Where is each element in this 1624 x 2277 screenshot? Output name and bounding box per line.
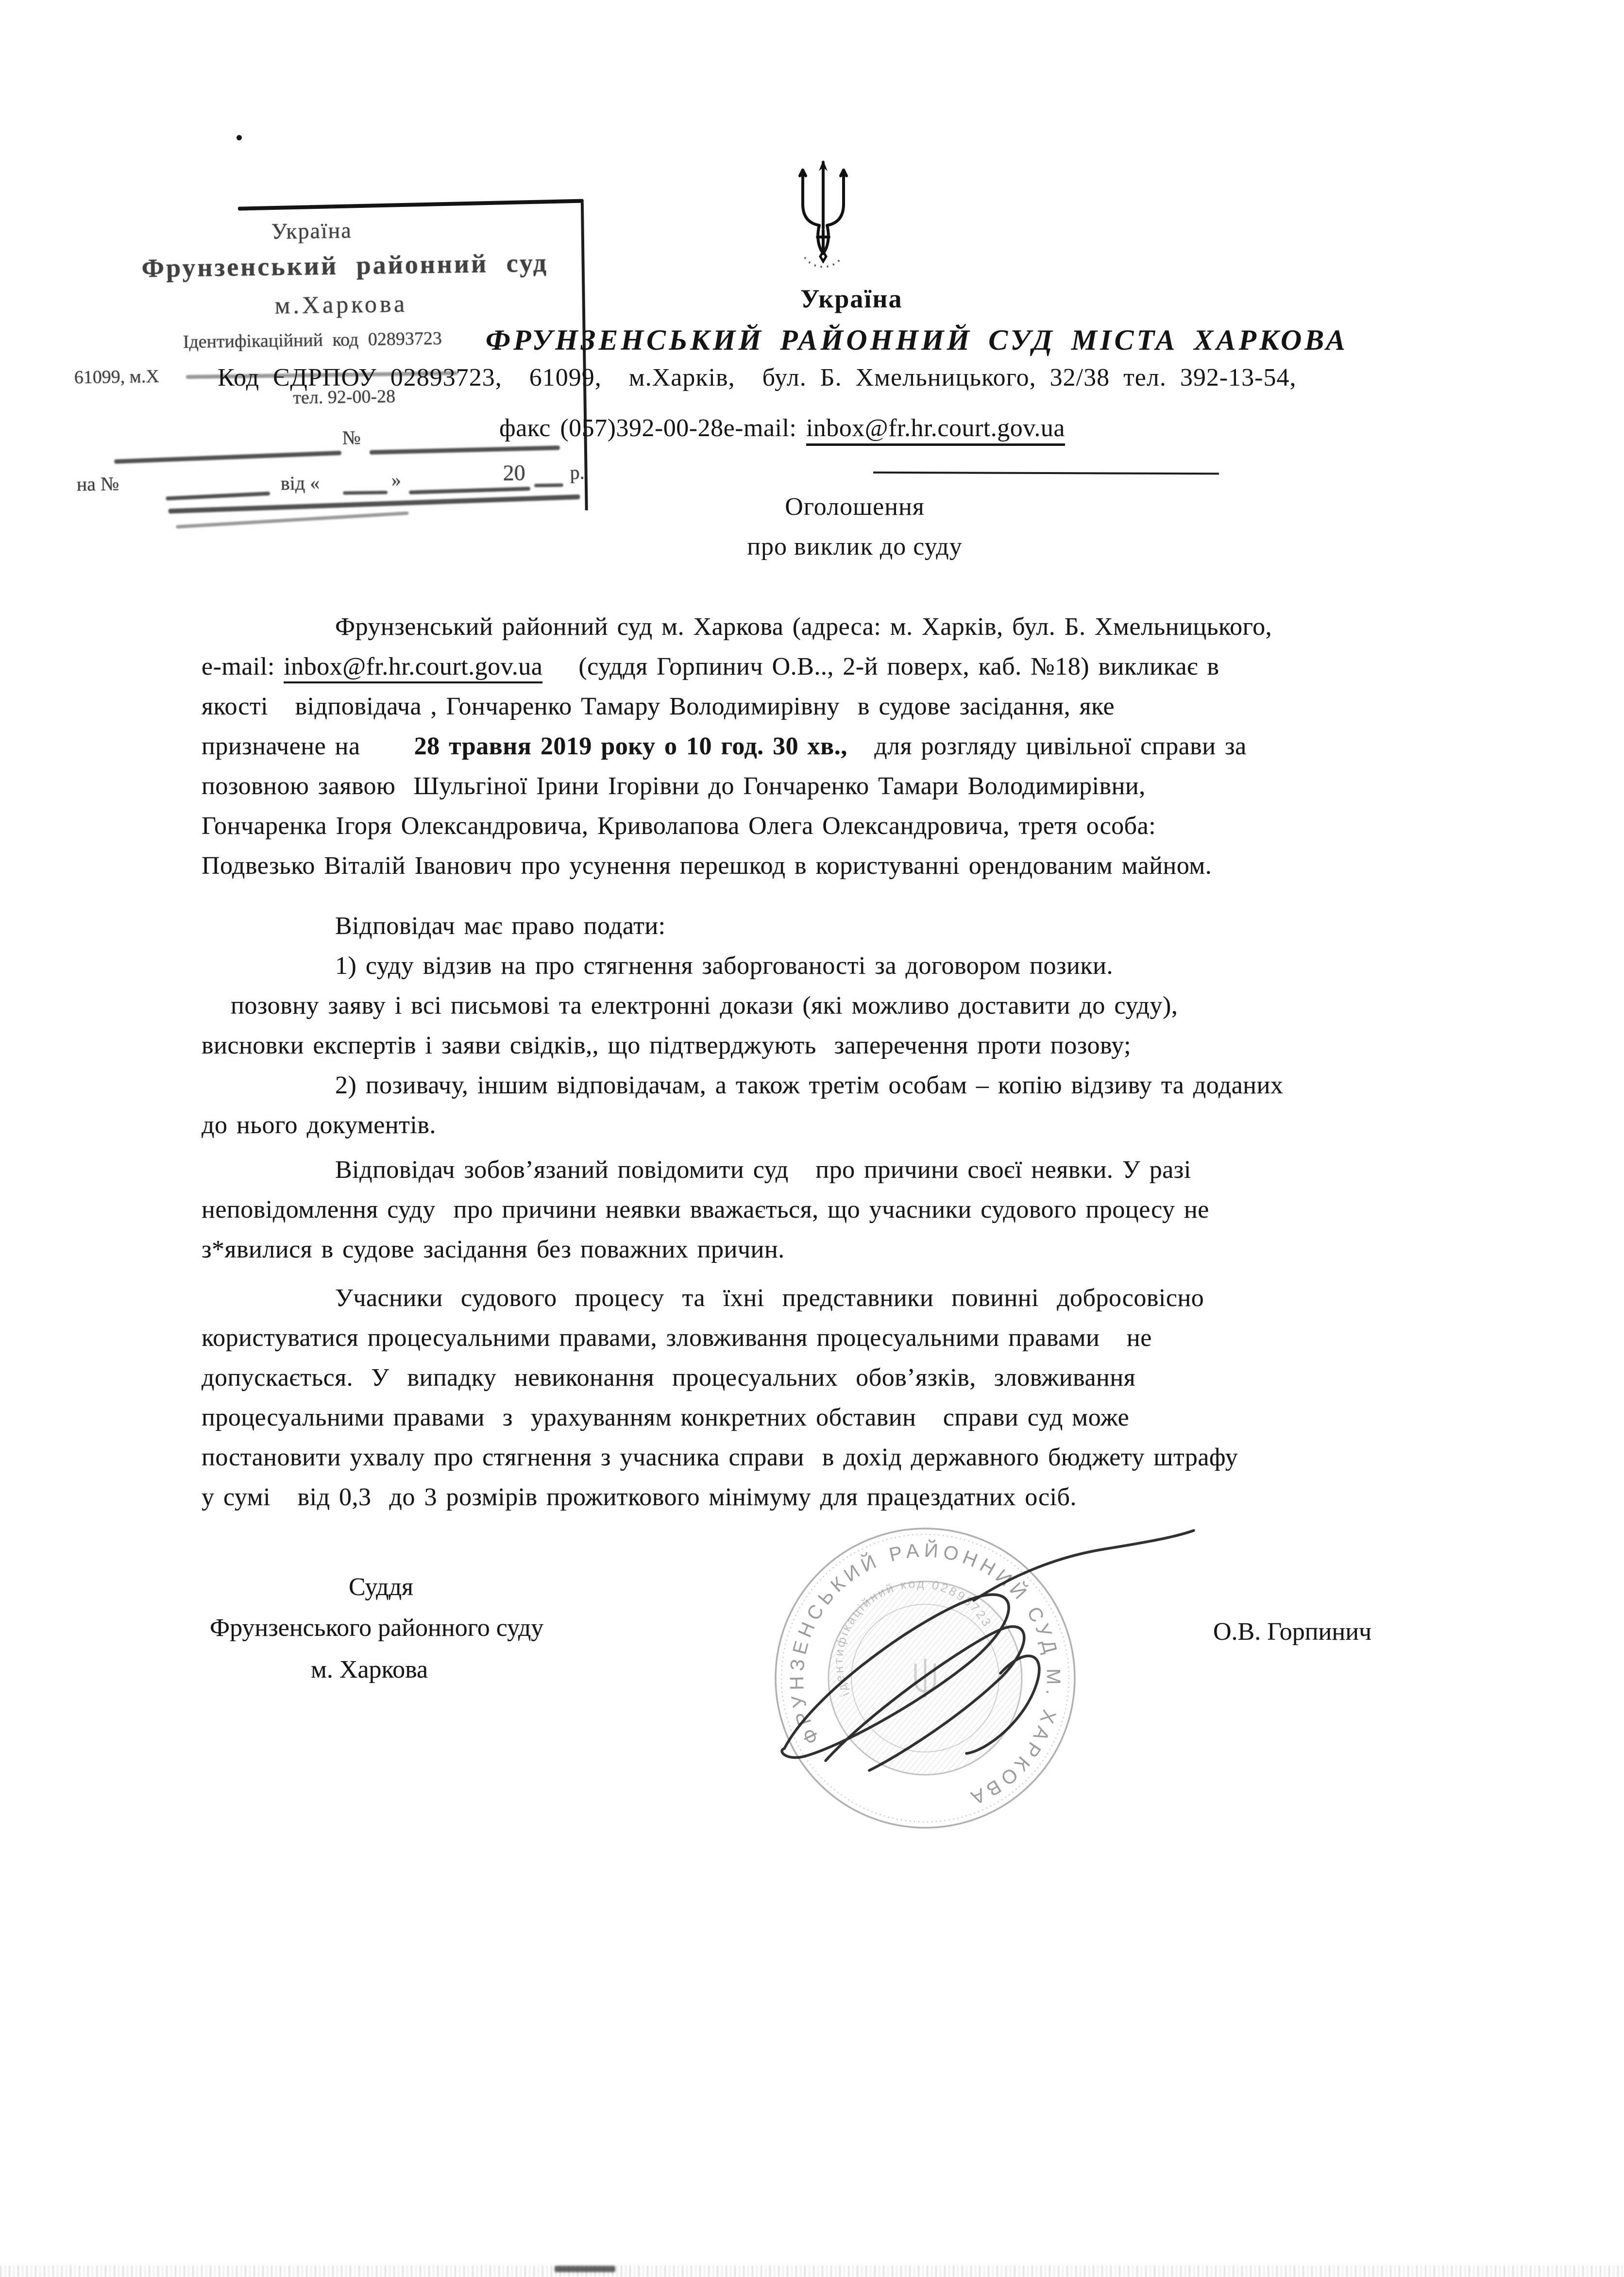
header-court-name: ФРУНЗЕНСЬКИЙ РАЙОННИЙ СУД МІСТА ХАРКОВА xyxy=(486,324,1349,356)
body-segment: неповідомлення суду про причини неявки вважається, що учасники судового процесу не xyxy=(202,1196,1209,1223)
stamp-ref-quote: » xyxy=(391,468,402,491)
body-segment: 1) суду відзив на про стягнення заборгованості за договором позики. xyxy=(335,952,1113,980)
body-segment: користуватися процесуальними правами, зловживання процесуальними правами не xyxy=(202,1324,1152,1352)
body-segment: до нього документів. xyxy=(202,1111,436,1139)
body-segment: Відповідач зобов’язаний повідомити суд про причини своєї неявки. У разі xyxy=(335,1156,1191,1184)
stamp-fill-line xyxy=(114,451,341,464)
body-segment: з*явилися в судове засідання без поважних причин. xyxy=(202,1236,785,1263)
body-line xyxy=(202,906,1513,946)
body-line xyxy=(202,727,1513,766)
body-line xyxy=(202,1358,1513,1398)
signature-title-line2: Фрунзенського районного суду xyxy=(210,1614,544,1642)
stamp-number-label: № xyxy=(342,426,361,449)
scan-edge-dark-mark xyxy=(555,2266,615,2272)
header-country: Україна xyxy=(800,284,903,313)
stamp-country: Україна xyxy=(271,218,353,244)
body-line xyxy=(202,1398,1513,1438)
body-segment: Учасники судового процесу та їхні представники повинні добросовісно xyxy=(335,1284,1204,1312)
body-text xyxy=(202,607,1513,1517)
trident-emblem-icon xyxy=(794,156,852,273)
stamp-ref-prefix: на № xyxy=(76,473,119,495)
stamp-fill-line xyxy=(343,491,388,494)
stamp-court-name: Фрунзенський районний суд xyxy=(141,248,549,283)
stamp-id-code: Ідентифікаційний код 02893723 xyxy=(183,328,442,353)
body-segment: позовною заявою Шульгіної Ірини Ігорівни до Гончаренко Тамари Володимирівни, xyxy=(202,772,1146,800)
stamp-address-fragment: 61099, м.Х xyxy=(74,366,160,388)
body-line xyxy=(202,1230,1513,1270)
body-paragraph xyxy=(202,607,1513,886)
body-line xyxy=(202,986,1513,1026)
stamp-ref-year-suffix: р. xyxy=(570,461,585,484)
body-segment: Подвезько Віталій Іванович про усунення перешкод в користуванні орендованим майном. xyxy=(202,852,1212,880)
body-segment: у сумі від 0,3 до 3 розмірів прожиткового мінімуму для працездатних осіб. xyxy=(202,1483,1077,1511)
body-line xyxy=(202,1066,1513,1105)
stamp-border-top xyxy=(238,199,584,211)
judge-name: О.В. Горпинич xyxy=(1213,1618,1372,1646)
body-line xyxy=(202,1026,1513,1066)
doc-title-line2: про виклик до суду xyxy=(747,533,963,561)
body-line xyxy=(202,1318,1513,1358)
body-segment: Гончаренка Ігоря Олександровича, Криволапова Олега Олександровича, третя особа: xyxy=(202,812,1156,840)
stamp-city: м.Харкова xyxy=(274,289,408,319)
body-line xyxy=(202,846,1513,886)
body-segment: якості відповідача , Гончаренко Тамару Володимирівну в судове засідання, яке xyxy=(202,693,1115,720)
body-paragraph xyxy=(202,1278,1513,1517)
court-seal xyxy=(758,1508,1204,1848)
hearing-datetime: 28 травня 2019 року о 10 год. 30 хв., xyxy=(414,732,847,760)
body-line xyxy=(202,766,1513,806)
header-fax: факс (057)392-00-28 xyxy=(499,414,724,442)
body-segment: допускається. У випадку невиконання процесуальних обов’язків, зловживання xyxy=(202,1364,1136,1392)
body-line xyxy=(202,1190,1513,1230)
stamp-ref-vid: від « xyxy=(280,472,320,494)
body-segment: призначене на xyxy=(202,732,414,760)
body-segment: 2) позивачу, іншим відповідачам, а також третім особам – копію відзиву та доданих xyxy=(335,1071,1284,1099)
stamp-fill-line xyxy=(176,511,409,528)
stamp-phone: тел. 92-00-28 xyxy=(293,386,396,408)
doc-title-line1: Оголошення xyxy=(785,493,925,521)
stamp-fill-line xyxy=(370,445,560,455)
body-segment: (суддя Горпинич О.В.., 2-й поверх, каб. №18) викликає в xyxy=(542,653,1219,680)
body-paragraph xyxy=(202,1150,1513,1270)
stamp-ref-year: 20 xyxy=(503,460,525,486)
body-segment: постановити ухвалу про стягнення з учасника справи в дохід державного бюджету штрафу xyxy=(202,1444,1238,1471)
body-line xyxy=(202,1438,1513,1478)
stamp-fill-line xyxy=(166,492,270,500)
seal-inner-code-text: ідентифікаційний код 02893723 xyxy=(831,1577,995,1699)
stamp-fill-line xyxy=(534,483,563,487)
body-segment: для розгляду цивільної справи за xyxy=(847,732,1247,760)
body-line xyxy=(202,607,1513,647)
header-email-link: inbox@fr.hr.court.gov.ua xyxy=(806,414,1065,446)
body-segment: e-mail: xyxy=(202,653,284,680)
corner-stamp xyxy=(0,0,660,563)
body-segment: висновки експертів і заяви свідків,, що підтверджують заперечення проти позову; xyxy=(202,1032,1132,1059)
body-segment: Фрунзенський районний суд м. Харкова (адреса: м. Харків, бул. Б. Хмельницького, xyxy=(335,613,1272,641)
signature-title-line3: м. Харкова xyxy=(311,1656,428,1683)
body-line xyxy=(202,946,1513,986)
body-segment: процесуальними правами з урахуванням конкретних обставин справи суд може xyxy=(202,1404,1130,1431)
signature-title-line1: Суддя xyxy=(349,1573,413,1601)
header-email-label: e-mail: xyxy=(723,414,806,442)
scan-edge-noise xyxy=(0,2265,1624,2277)
header-fax-email-line xyxy=(499,414,1065,442)
stamp-fill-line xyxy=(409,487,530,494)
body-email-link: inbox@fr.hr.court.gov.ua xyxy=(284,653,542,683)
email-underline-stroke xyxy=(873,472,1219,475)
body-line xyxy=(202,1278,1513,1318)
body-segment: позовну заяву і всі письмові та електронні докази (які можливо доставити до суду), xyxy=(231,992,1178,1020)
body-line xyxy=(202,647,1513,687)
body-line xyxy=(202,806,1513,846)
body-line xyxy=(202,1150,1513,1190)
body-segment: Відповідач має право подати: xyxy=(335,912,666,940)
body-line xyxy=(202,1105,1513,1145)
body-line xyxy=(202,687,1513,727)
body-paragraph xyxy=(202,906,1513,1145)
header-address-line: Код ЄДРПОУ 02893723, 61099, м.Харків, бул. Б. Хмельницького, 32/38 тел. 392-13-54, xyxy=(218,364,1297,391)
seal-ring-text: ФРУНЗЕНСЬКИЙ РАЙОННИЙ СУД М. ХАРКОВА xyxy=(786,1539,1064,1811)
